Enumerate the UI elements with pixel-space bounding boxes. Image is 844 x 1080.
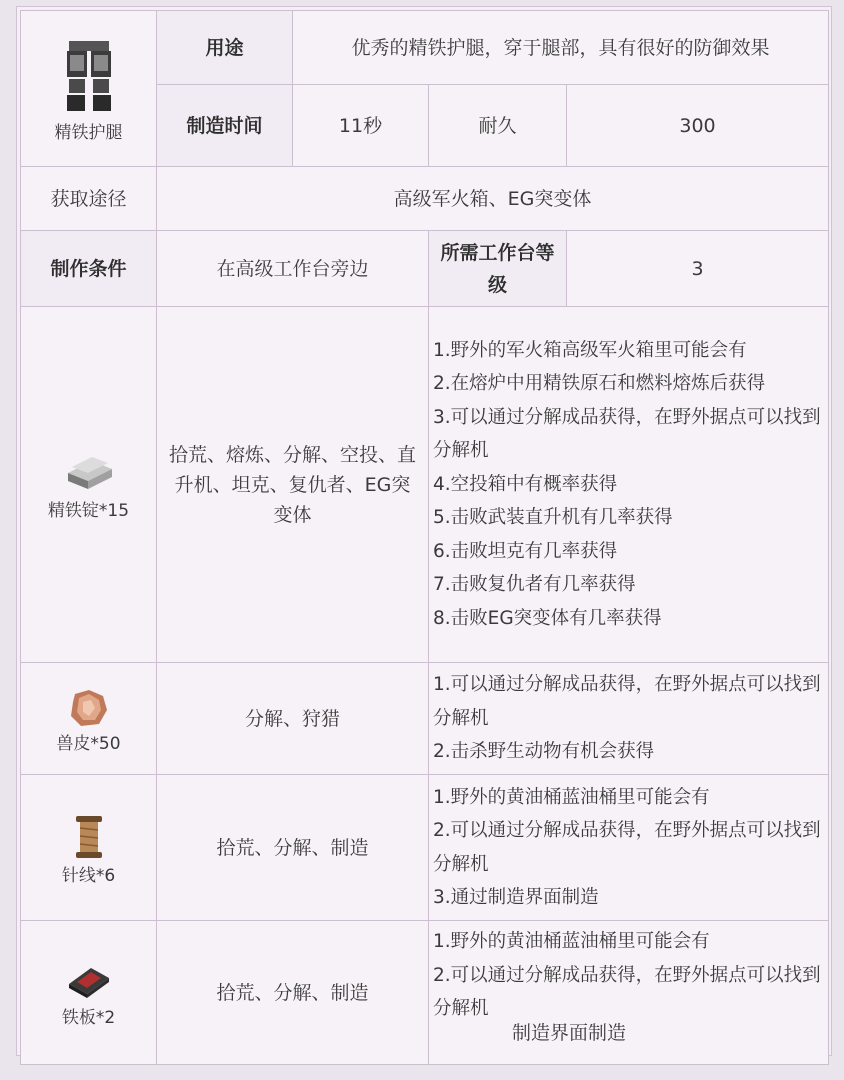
thread-spool-icon: [72, 814, 106, 860]
list-item: 7.击败复仇者有几率获得: [433, 574, 636, 596]
obtain-label: 获取途径: [21, 167, 157, 231]
craft-condition-value: 在高级工作台旁边: [157, 231, 429, 307]
material-obtain-list: [429, 307, 829, 663]
animal-hide-icon: [67, 688, 111, 728]
durability-label: 耐久: [429, 85, 567, 167]
material-sources: 拾荒、熔炼、分解、空投、直升机、坦克、复仇者、EG突变体: [157, 307, 429, 663]
craft-time-label: 制造时间: [157, 85, 293, 167]
list-item: 4.空投箱中有概率获得: [433, 473, 618, 495]
list-item: 2.可以通过分解成品获得，在野外据点可以找到分解机: [433, 820, 821, 875]
material-obtain-list: [429, 775, 829, 921]
item-name: 精铁护腿: [54, 122, 123, 143]
list-item: 2.在熔炉中用精铁原石和燃料熔炼后获得: [433, 373, 766, 395]
iron-ingot-icon: [62, 453, 116, 495]
material-sources: 拾荒、分解、制造: [157, 921, 429, 1065]
use-value: 优秀的精铁护腿，穿于腿部，具有很好的防御效果: [293, 11, 829, 85]
material-sources: 分解、狩猎: [157, 663, 429, 775]
material-name: 兽皮*50: [56, 733, 121, 754]
list-item: 1.可以通过分解成品获得，在野外据点可以找到分解机: [433, 674, 821, 729]
craft-condition-label: 制作条件: [21, 231, 157, 307]
bench-level-label: 所需工作台等级: [429, 231, 567, 307]
list-item: 2.击杀野生动物有机会获得: [433, 741, 655, 763]
iron-leg-armor-icon: [63, 39, 115, 117]
bench-level-value: 3: [567, 231, 829, 307]
list-item: 2.可以通过分解成品获得，在野外据点可以找到分解机: [433, 964, 821, 1019]
obtain-value: 高级军火箱、EG突变体: [157, 167, 829, 231]
material-cell: [21, 663, 157, 775]
material-sources: 拾荒、分解、制造: [157, 775, 429, 921]
material-name: 铁板*2: [61, 1007, 116, 1028]
list-item: 1.野外的军火箱高级军火箱里可能会有: [433, 339, 747, 361]
cut-off-line: 制造界面制造: [508, 1018, 630, 1045]
item-cell: [21, 11, 157, 167]
list-item: 8.击败EG突变体有几率获得: [433, 607, 662, 629]
craft-time-value: 11秒: [293, 85, 429, 167]
material-name: 针线*6: [61, 865, 116, 886]
durability-value: 300: [567, 85, 829, 167]
iron-plate-icon: [65, 962, 113, 1002]
list-item: 1.野外的黄油桶蓝油桶里可能会有: [433, 786, 710, 808]
list-item: 3.通过制造界面制造: [433, 887, 599, 908]
list-item: 5.击败武装直升机有几率获得: [433, 507, 673, 529]
use-label: 用途: [157, 11, 293, 85]
list-item: 3.可以通过分解成品获得，在野外据点可以找到分解机: [433, 406, 821, 462]
list-item: 1.野外的黄油桶蓝油桶里可能会有: [433, 931, 710, 952]
material-cell: [21, 775, 157, 921]
material-name: 精铁锭*15: [47, 500, 130, 521]
material-obtain-list: [429, 663, 829, 775]
item-info-table: [20, 10, 829, 1065]
list-item: 6.击败坦克有几率获得: [433, 540, 618, 562]
material-cell: [21, 307, 157, 663]
material-cell: [21, 921, 157, 1065]
